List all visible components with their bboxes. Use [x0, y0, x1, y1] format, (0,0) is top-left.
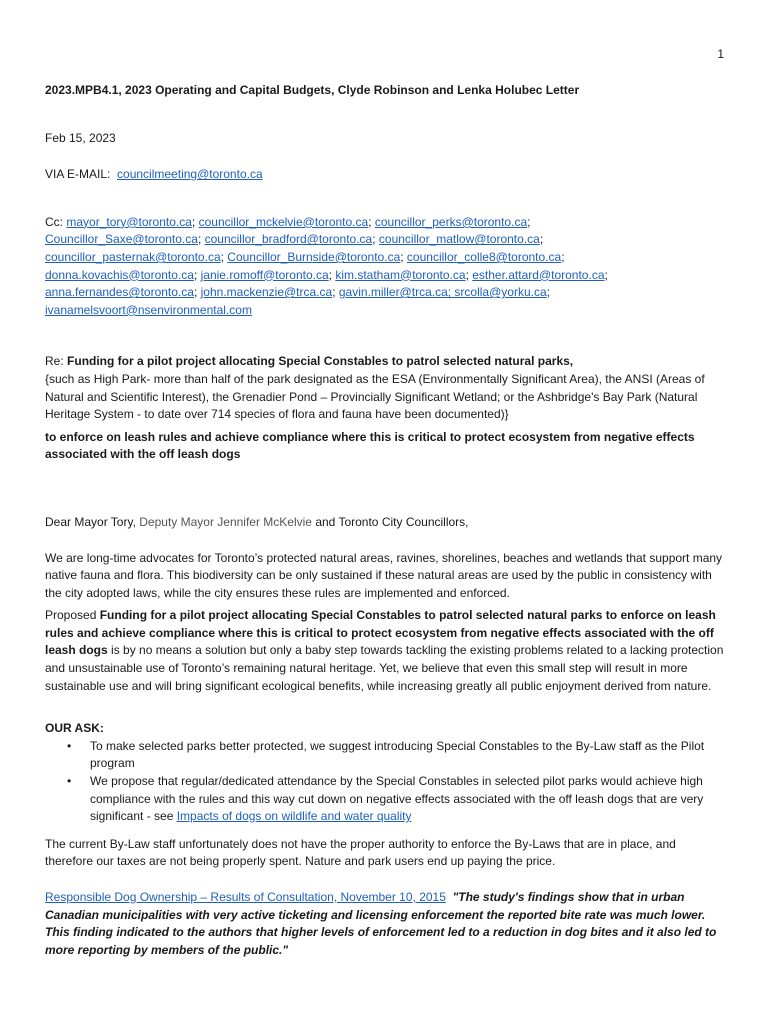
- ask-heading-text: OUR ASK:: [45, 721, 104, 736]
- salutation: [45, 514, 725, 532]
- bullet-icon: •: [67, 738, 72, 753]
- cc-email-link[interactable]: donna.kovachis@toronto.ca: [45, 267, 194, 282]
- cc-email-link[interactable]: councillor_mckelvie@toronto.ca: [198, 214, 369, 229]
- cc-email-link[interactable]: councillor_matlow@toronto.ca: [378, 232, 540, 247]
- salutation-end: and Toronto City Councillors,: [311, 514, 469, 529]
- re-purpose: [45, 429, 725, 464]
- re-detail: {such as High Park- more than half of the park designated as the ESA (Environmentally Significant Area), the ANSI (Areas of Natural and Scientific Interest), the Grenadier Pond – Provincially Significant Wetland; or the Ashbridge's Bay Park (Natural Heritage System - to date over 714 species of flora and fauna have been documented)}: [45, 371, 705, 422]
- responsible-dog-ownership-link[interactable]: Responsible Dog Ownership – Results of Consultation, November 10, 2015: [45, 890, 446, 904]
- cc-list: Cc: mayor_tory@toronto.ca; councillor_mckelvie@toronto.ca; councillor_perks@toronto.ca; Councillor_Saxe@toronto.ca; councillor_bradford@toronto.ca; councillor_matlow@toronto.ca; councillor_pasternak@toronto.ca; Councillor_Burnside@toronto.ca; councillor_colle8@toronto.ca; donna.kovachis@toronto.ca; janie.romoff@toronto.ca; kim.statham@toronto.ca; esther.attard@toronto.ca; anna.fernandes@toronto.ca; john.mackenzie@trca.ca; gavin.miller@trca.ca; srcolla@yorku.ca; ivanamelsvoort@nsenvironmental.com: [45, 214, 608, 317]
- list-item: [45, 773, 725, 826]
- proposed-bold: Funding for a pilot project allocating Special Constables to patrol selected natural parks to enforce on leash rules and achieve compliance where this is critical to protect ecosystem from negative effects associated with the off leash dogs: [45, 608, 716, 658]
- cc-email-link[interactable]: john.mackenzie@trca.ca: [200, 285, 333, 300]
- letter-date: Feb 15, 2023: [45, 130, 116, 145]
- cc-email-link[interactable]: gavin.miller@trca.ca; srcolla@yorku.ca: [338, 285, 547, 300]
- ask-list: [45, 738, 725, 826]
- cc-email-link[interactable]: Councillor_Burnside@toronto.ca: [227, 249, 401, 264]
- paragraph-current-bylaw: The current By-Law staff unfortunately does not have the proper authority to enforce the By-Laws that are in place, and therefore our taxes are not being properly spent. Nature and park users end up paying the price.: [45, 836, 676, 869]
- re-purpose-text: to enforce on leash rules and achieve compliance where this is critical to protect ecosystem from negative effects associated with the off leash dogs: [45, 429, 695, 462]
- via-email-link[interactable]: councilmeeting@toronto.ca: [117, 167, 263, 182]
- cc-email-link[interactable]: mayor_tory@toronto.ca: [66, 214, 192, 229]
- ask-bullet-1: To make selected parks better protected, we suggest introducing Special Constables to the By-Law staff as the Pilot program: [90, 738, 705, 771]
- paragraph-advocates: We are long-time advocates for Toronto’s protected natural areas, ravines, shorelines, beaches and wetlands that support many native fauna and flora. This biodiversity can be only sustained if these natural areas are used by the public in consistency with the city adopted laws, while the city ensures these rules are implemented and enforced.: [45, 550, 723, 600]
- bullet-icon: •: [67, 774, 72, 789]
- re-subject-line: [45, 353, 725, 371]
- cc-label: Cc:: [45, 214, 63, 229]
- cc-email-link[interactable]: councillor_perks@toronto.ca: [374, 214, 528, 229]
- impacts-of-dogs-link[interactable]: Impacts of dogs on wildlife and water quality: [176, 809, 412, 824]
- ask-heading: [45, 720, 725, 738]
- cc-email-link[interactable]: esther.attard@toronto.ca: [472, 267, 605, 282]
- cc-email-link[interactable]: councillor_bradford@toronto.ca: [204, 232, 373, 247]
- re-subject: Funding for a pilot project allocating Special Constables to patrol selected natural parks,: [67, 354, 574, 369]
- cc-email-link[interactable]: Councillor_Saxe@toronto.ca: [45, 232, 198, 247]
- proposed-lead: Proposed: [45, 608, 100, 623]
- letter-body: [45, 82, 725, 959]
- study-quote: "The study's findings show that in urban Canadian municipalities with very active ticketing and licensing enforcement the reported bite rate was much lower. This finding indicated to the authors that higher levels of enforcement led to a reduction in dog bites and it also led to more reporting by members of the public.": [45, 890, 717, 957]
- page-number: 1: [717, 47, 724, 61]
- paragraph-responsible: [45, 889, 725, 959]
- via-label: VIA E-MAIL:: [45, 167, 111, 182]
- cc-email-link[interactable]: kim.statham@toronto.ca: [335, 267, 466, 282]
- cc-email-link[interactable]: councillor_pasternak@toronto.ca: [45, 249, 221, 264]
- letter-title: 2023.MPB4.1, 2023 Operating and Capital Budgets, Clyde Robinson and Lenka Holubec Letter: [45, 83, 580, 97]
- paragraph-proposed: [45, 607, 725, 695]
- cc-email-link[interactable]: anna.fernandes@toronto.ca: [45, 285, 194, 300]
- ask-bullet-2: We propose that regular/dedicated attendance by the Special Constables in selected pilot parks would achieve high compliance with the rules and this way cut down on negative effects associated with the off leash dogs that are very significant - see: [90, 774, 704, 824]
- cc-email-link[interactable]: janie.romoff@toronto.ca: [200, 267, 329, 282]
- cc-email-link[interactable]: ivanamelsvoort@nsenvironmental.com: [45, 302, 252, 317]
- salutation-deputy: Deputy Mayor Jennifer McKelvie: [139, 514, 312, 529]
- via-email-line: [45, 166, 725, 184]
- list-item: [45, 738, 725, 773]
- cc-email-link[interactable]: councillor_colle8@toronto.ca: [406, 249, 562, 264]
- proposed-rest: is by no means a solution but only a baby step towards tackling the existing problems related to a lacking protection and unsustainable use of Toronto’s remaining natural heritage. Yet, we believe that even this small step will result in more sustainable use and will bring significant ecological benefits, while increasing greatly all public enjoyment derived from nature.: [45, 643, 724, 693]
- re-label: Re:: [45, 354, 64, 369]
- salutation-start: Dear Mayor Tory,: [45, 514, 140, 529]
